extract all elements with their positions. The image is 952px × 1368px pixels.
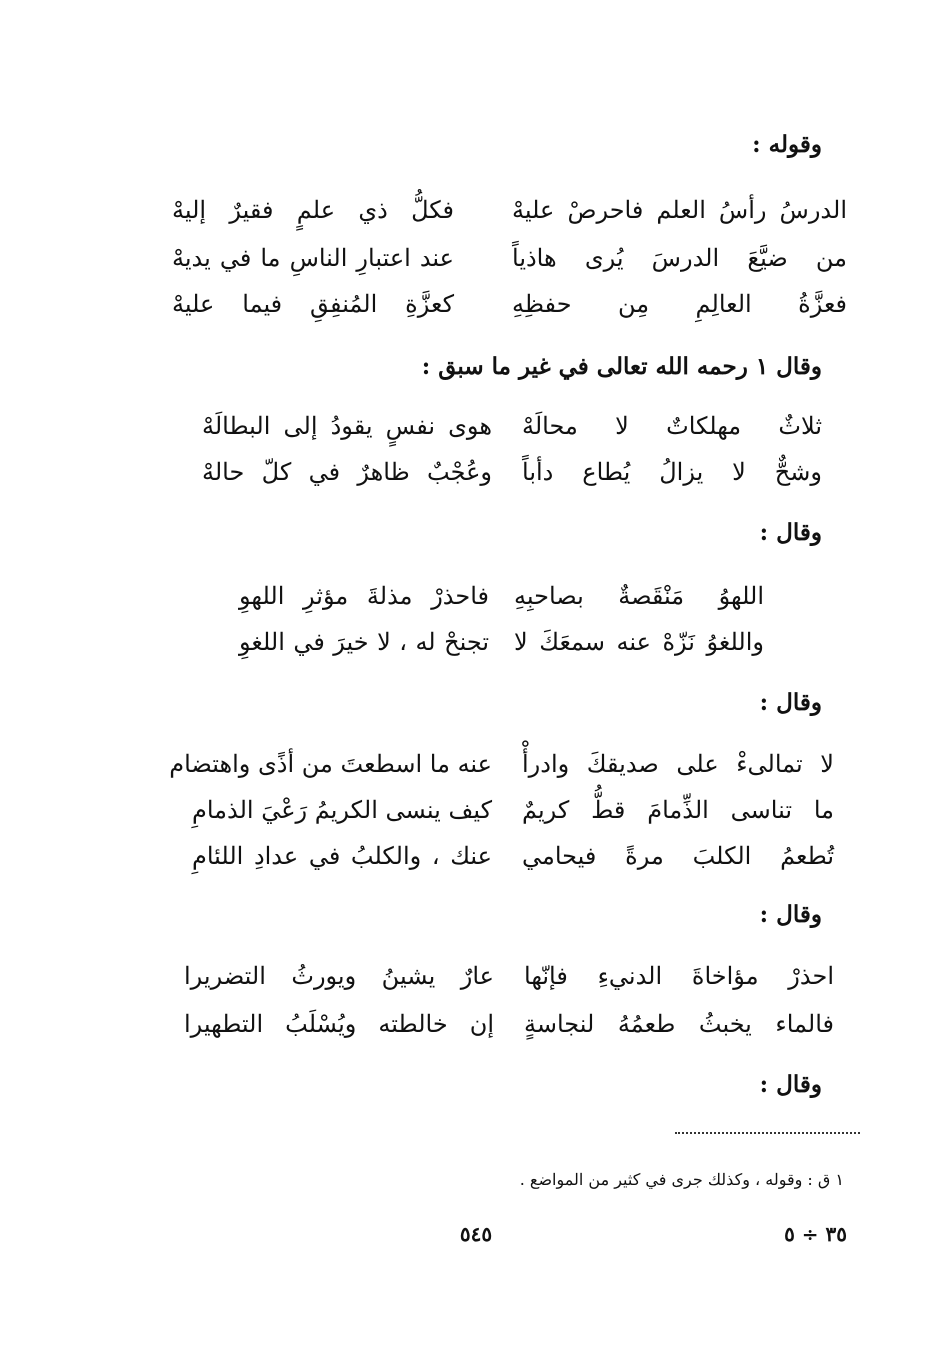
verse-4-3 bbox=[192, 836, 834, 876]
section-1-intro: وقوله : bbox=[752, 131, 822, 158]
verse-1-1-second-hemistich: فكلُّ ذي علمٍ فقيرٌ إليهْ bbox=[172, 196, 454, 224]
verse-2-1-second-hemistich: هوى نفسٍ يقودُ إلى البطالَهْ bbox=[202, 412, 492, 440]
verse-2-2-first-hemistich: وشحٌّ لا يزالُ يُطاع دأباً bbox=[522, 458, 822, 486]
verse-2-1 bbox=[202, 406, 822, 446]
verse-3-1-first-hemistich: اللهوُ مَنْقَصةٌ بصاحبِهِ bbox=[514, 582, 764, 610]
verse-1-3-first-hemistich: فعزَّةُ العالِمِ مِن حفظِهِ bbox=[512, 290, 847, 318]
printer-signature: ٣٥ ÷ ٥ bbox=[784, 1222, 847, 1246]
verse-4-1-first-hemistich: لا تمالىءْ على صديقكَ وادرأْ bbox=[522, 750, 834, 778]
verse-2-2 bbox=[202, 452, 822, 492]
verse-5-1 bbox=[184, 956, 834, 996]
verse-2-2-second-hemistich: وعُجْبٌ ظاهرٌ في كلّ حالهْ bbox=[202, 458, 492, 486]
section-3-intro: وقال : bbox=[759, 519, 822, 546]
verse-4-1-second-hemistich: عنه ما اسطعتَ من أذًى واهتضام bbox=[169, 750, 492, 778]
verse-4-3-second-hemistich: عنك ، والكلبُ في عدادِ اللئامِ bbox=[192, 842, 492, 870]
verse-1-2-second-hemistich: عند اعتبارِ الناسِ ما في يديهْ bbox=[172, 244, 454, 272]
verse-1-2-first-hemistich: من ضيَّعَ الدرسَ يُرى هاذياً bbox=[512, 244, 847, 272]
verse-3-1 bbox=[239, 576, 764, 616]
verse-3-2-first-hemistich: واللغوُ نَزّهْ عنه سمعَكَ لا bbox=[514, 628, 764, 656]
verse-5-2-first-hemistich: فالماء يخبثُ طعمُهُ لنجاسةٍ bbox=[524, 1010, 834, 1038]
page-number: ٥٤٥ bbox=[459, 1222, 493, 1246]
verse-5-1-first-hemistich: احذرْ مؤاخاةَ الدنيءِ فإنّها bbox=[524, 962, 834, 990]
verse-4-2 bbox=[192, 790, 834, 830]
verse-5-2 bbox=[184, 1004, 834, 1044]
verse-4-2-first-hemistich: ما تناسى الذِّمامَ قطُّ كريمٌ bbox=[522, 796, 834, 824]
footnote: ١ ق : وقوله ، وكذلك جرى في كثير من المواضع . bbox=[519, 1170, 844, 1189]
section-5-intro: وقال : bbox=[759, 901, 822, 928]
verse-4-3-first-hemistich: تُطعمُ الكلبَ مرةً فيحامي bbox=[522, 842, 834, 870]
verse-5-1-second-hemistich: عارٌ يشينُ ويورثُ التضريرا bbox=[184, 962, 494, 990]
section-6-intro: وقال : bbox=[759, 1071, 822, 1098]
verse-4-1 bbox=[169, 744, 834, 784]
verse-5-2-second-hemistich: إن خالطته ويُسْلَبُ التطهيرا bbox=[184, 1010, 494, 1038]
verse-1-1 bbox=[172, 190, 847, 230]
verse-1-2 bbox=[172, 238, 847, 278]
verse-3-2-second-hemistich: تجنحْ له ، لا خيرَ في اللغوِ bbox=[239, 628, 489, 656]
verse-2-1-first-hemistich: ثلاثٌ مهلكاتٌ لا محالَهْ bbox=[522, 412, 822, 440]
section-2-intro: وقال ١ رحمه الله تعالى في غير ما سبق : bbox=[421, 353, 822, 380]
verse-1-3-second-hemistich: كعزَّةِ المُنفِقِ فيما عليهْ bbox=[172, 290, 454, 318]
verse-1-3 bbox=[172, 284, 847, 324]
verse-3-1-second-hemistich: فاحذرْ مذلةَ مؤثرِ اللهوِ bbox=[239, 582, 489, 610]
section-4-intro: وقال : bbox=[759, 689, 822, 716]
verse-1-1-first-hemistich: الدرسُ رأسُ العلم فاحرصْ عليهْ bbox=[512, 196, 847, 224]
verse-3-2 bbox=[239, 622, 764, 662]
footnote-divider bbox=[675, 1132, 860, 1134]
verse-4-2-second-hemistich: كيف ينسى الكريمُ رَعْيَ الذمامِ bbox=[191, 796, 492, 824]
